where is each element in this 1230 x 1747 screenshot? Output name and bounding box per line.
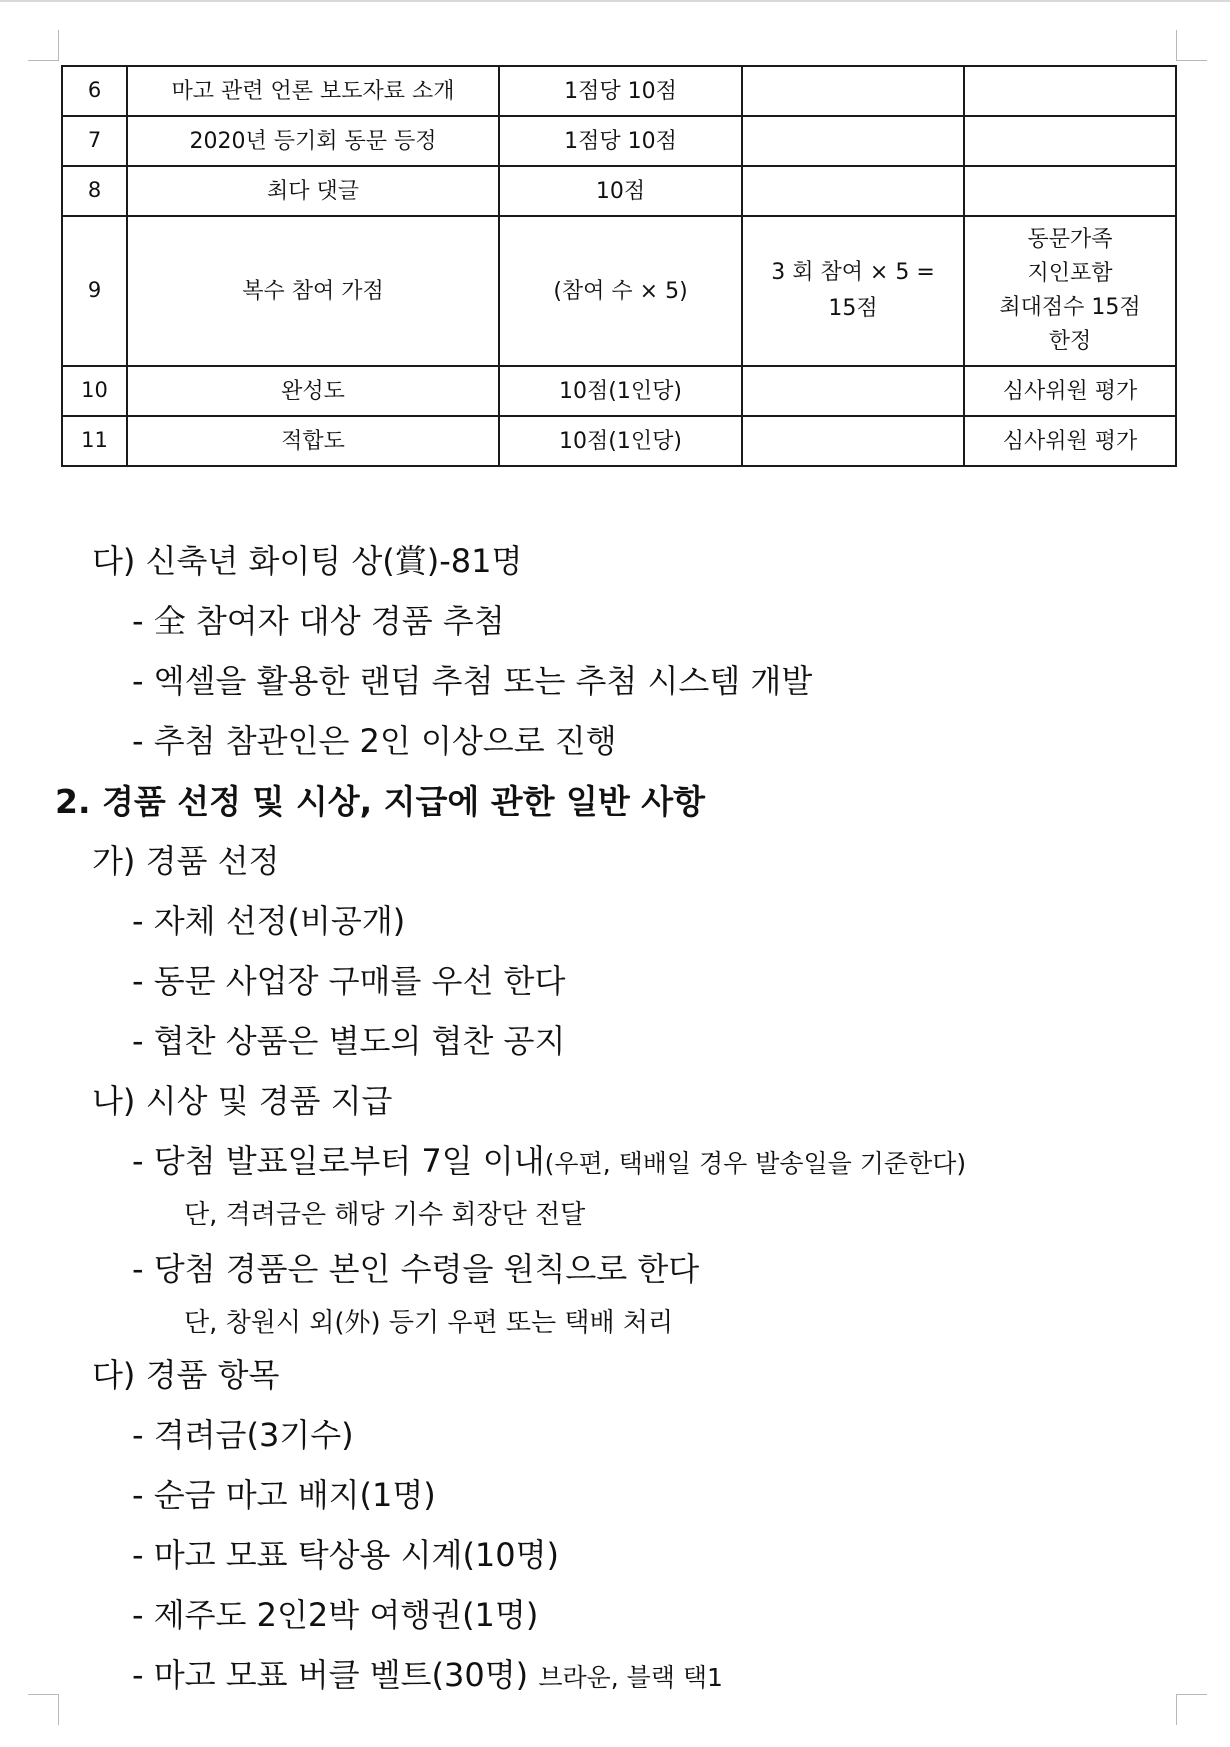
list-item: - 협찬 상품은 별도의 협찬 공지: [132, 1022, 566, 1060]
row-note: 심사위원 평가: [964, 366, 1176, 416]
table-row: [62, 366, 1176, 416]
row-score: 1점당 10점: [499, 116, 742, 166]
row-score: 1점당 10점: [499, 66, 742, 116]
table-row: [62, 216, 1176, 366]
row-item: 완성도: [127, 366, 499, 416]
page-top-edge: [0, 0, 1230, 2]
row-example: [742, 116, 964, 166]
list-item: - 마고 모표 탁상용 시계(10명): [132, 1536, 560, 1574]
list-item-continuation: 단, 창원시 외(外) 등기 우편 또는 택배 처리: [184, 1308, 674, 1338]
note-line: 한정: [1048, 329, 1092, 355]
row-example: [742, 66, 964, 116]
example-line: 3 회 참여 × 5 =: [771, 259, 935, 285]
crop-mark-top-right: [1176, 30, 1207, 61]
crop-mark-bottom-left: [28, 1694, 59, 1725]
row-item: 최다 댓글: [127, 166, 499, 216]
row-note: [964, 116, 1176, 166]
row-example: [742, 416, 964, 466]
section-da2-title: 다) 경품 항목: [92, 1356, 280, 1394]
row-number: 7: [62, 116, 127, 166]
row-score: (참여 수 × 5): [499, 216, 742, 366]
row-item: 복수 참여 가점: [127, 216, 499, 366]
row-item: 2020년 등기회 동문 등정: [127, 116, 499, 166]
list-item-main: - 당첨 발표일로부터 7일 이내: [132, 1142, 545, 1180]
row-note: [964, 66, 1176, 116]
example-line: 15점: [828, 296, 878, 321]
list-item: [132, 1650, 723, 1696]
table-row: [62, 166, 1176, 216]
list-item: - 엑셀을 활용한 랜덤 추첨 또는 추첨 시스템 개발: [132, 662, 813, 700]
section-da1-title: 다) 신축년 화이팅 상(賞)-81명: [92, 542, 523, 580]
list-item: - 당첨 경품은 본인 수령을 원칙으로 한다: [132, 1250, 700, 1288]
list-item: - 순금 마고 배지(1명): [132, 1476, 436, 1514]
row-example: [742, 366, 964, 416]
crop-mark-bottom-right: [1176, 1694, 1207, 1725]
score-table: [61, 65, 1177, 467]
row-note: [964, 166, 1176, 216]
list-item: - 격려금(3기수): [132, 1416, 354, 1454]
row-number: 8: [62, 166, 127, 216]
row-number: 11: [62, 416, 127, 466]
row-note: [964, 216, 1176, 366]
list-item: [132, 1136, 966, 1182]
list-item: - 자체 선정(비공개): [132, 902, 406, 940]
list-item-note: (우편, 택배일 경우 발송일을 기준한다): [544, 1149, 967, 1178]
section-na-title: 나) 시상 및 경품 지급: [92, 1082, 393, 1120]
list-item-main: - 마고 모표 버클 벨트(30명): [132, 1656, 529, 1694]
row-score: 10점(1인당): [499, 366, 742, 416]
list-item-note: 브라운, 블랙 택1: [538, 1663, 723, 1692]
row-score: 10점: [499, 166, 742, 216]
note-line: 지인포함: [1027, 260, 1113, 286]
list-item: - 제주도 2인2박 여행권(1명): [132, 1596, 539, 1634]
row-note: 심사위원 평가: [964, 416, 1176, 466]
list-item: - 全 참여자 대상 경품 추첨: [132, 602, 505, 640]
list-item: - 동문 사업장 구매를 우선 한다: [132, 962, 566, 1000]
note-line: 최대점수 15점: [999, 295, 1141, 320]
row-number: 6: [62, 66, 127, 116]
table-row: [62, 416, 1176, 466]
list-item: - 추첨 참관인은 2인 이상으로 진행: [132, 722, 617, 760]
row-item: 마고 관련 언론 보도자료 소개: [127, 66, 499, 116]
row-item: 적합도: [127, 416, 499, 466]
row-number: 9: [62, 216, 127, 366]
row-example: [742, 166, 964, 216]
section-ga-title: 가) 경품 선정: [92, 842, 280, 880]
row-score: 10점(1인당): [499, 416, 742, 466]
table-row: [62, 66, 1176, 116]
section-2-heading: 2. 경품 선정 및 시상, 지급에 관한 일반 사항: [55, 782, 705, 821]
crop-mark-top-left: [28, 30, 59, 61]
list-item-continuation: 단, 격려금은 해당 기수 회장단 전달: [184, 1200, 586, 1230]
note-line: 동문가족: [1027, 226, 1113, 252]
table-row: [62, 116, 1176, 166]
row-example: [742, 216, 964, 366]
row-number: 10: [62, 366, 127, 416]
